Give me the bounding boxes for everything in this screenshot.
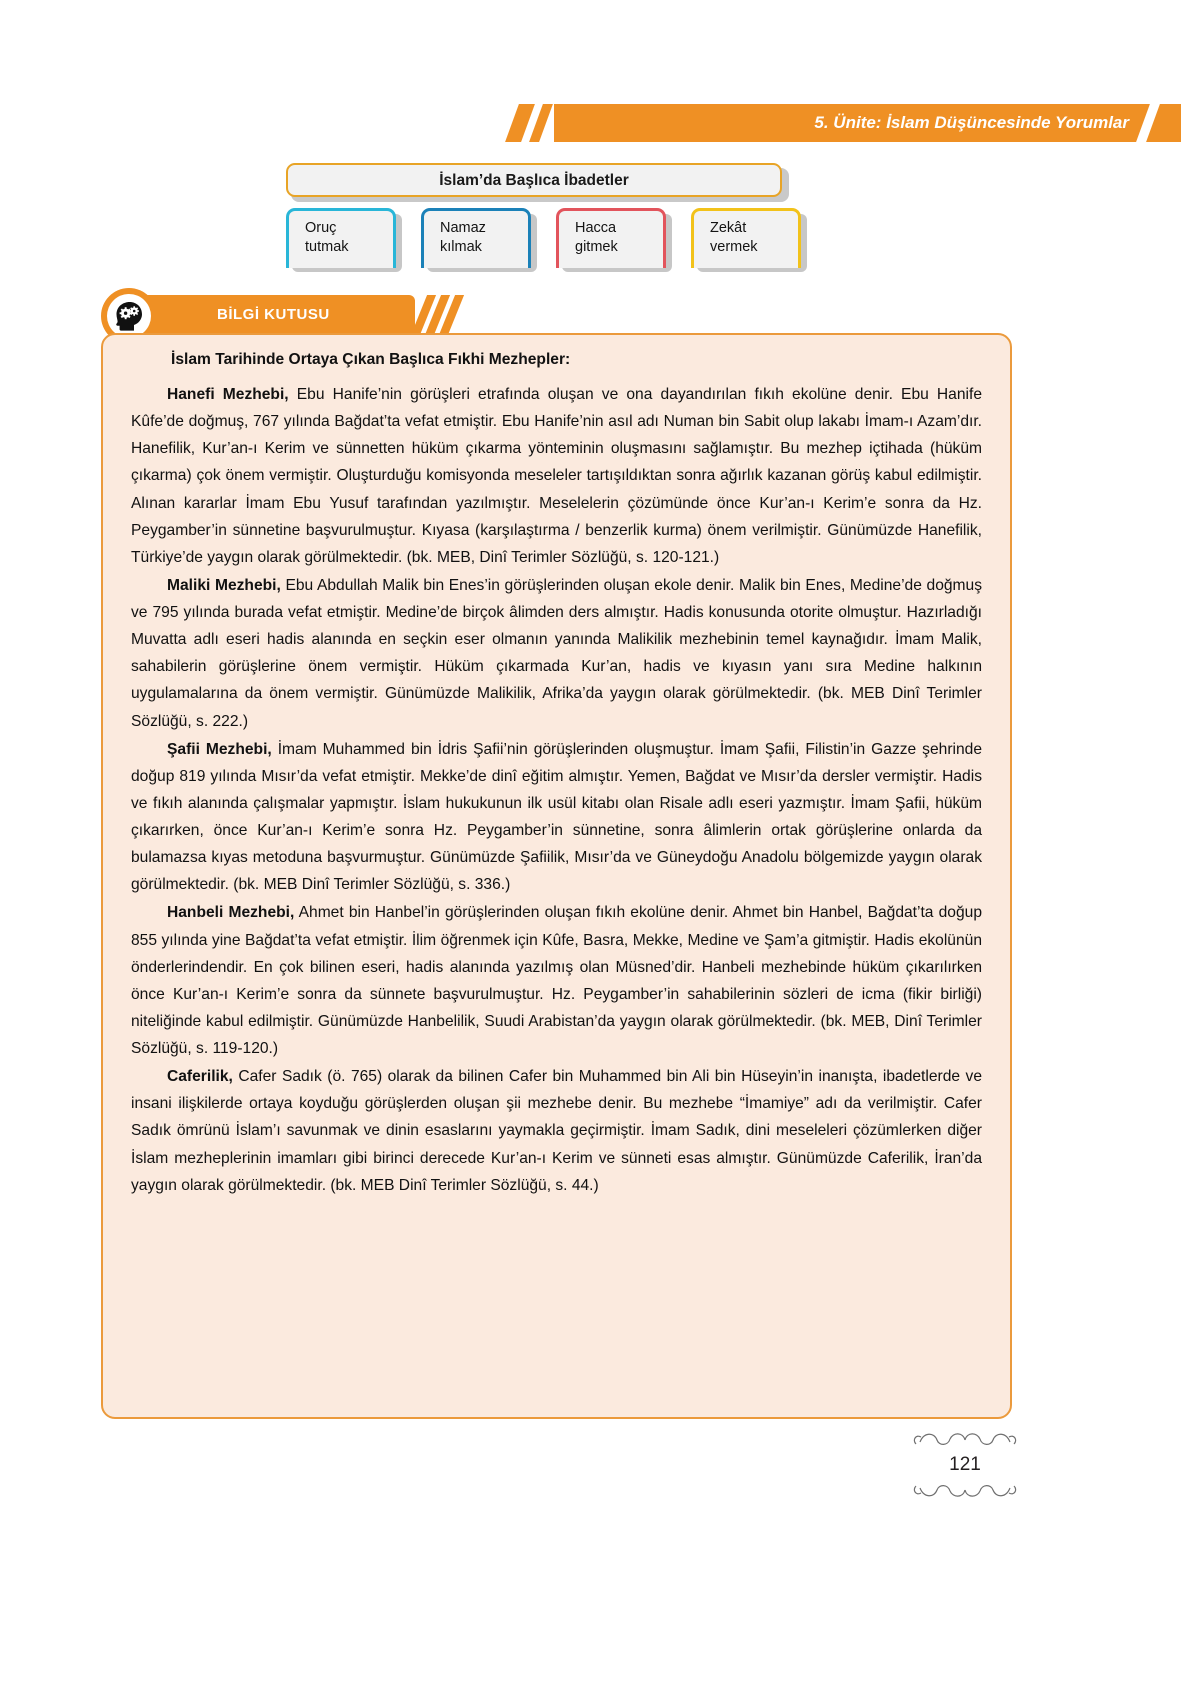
info-tab-label: BİLGİ KUTUSU: [217, 306, 330, 323]
box-label-line1: Oruç: [305, 220, 337, 236]
paragraph-safii: [131, 736, 982, 899]
box-frame: [286, 208, 396, 268]
paragraph-caferilik: [131, 1063, 982, 1199]
term-caferilik: Caferilik,: [167, 1068, 233, 1086]
unit-title: 5. Ünite: İslam Düşüncesinde Yorumlar: [814, 113, 1129, 132]
bilgi-kutusu-content: [101, 333, 1012, 1419]
box-frame: [691, 208, 801, 268]
brain-gears-icon: [112, 299, 146, 333]
box-frame: [556, 208, 666, 268]
unit-header-banner: [512, 104, 1181, 142]
ibadetler-diagram: [286, 163, 806, 273]
paragraph-maliki: [131, 572, 982, 735]
diagram-box-hac: [556, 208, 668, 272]
paragraph-hanbeli: [131, 899, 982, 1062]
body-hanbeli: Ahmet bin Hanbel’in görüşlerinden oluşan fıkıh ekolüne denir. Ahmet bin Hanbel, Bağdat’ta doğup 855 yılında yine Bağdat’ta vefat etmiştir. İlim öğrenmek için Kûfe, Basra, Mekke, Medine ve Şam’a gitmiştir. Hadis ekolünün önderlerindendir. En çok bilinen eseri, hadis alanında yazılmış olan Müsned’dir. Hanbeli mezhebinde hüküm çıkarılırken önce Kur’an-ı Kerim’e sonra da sünnete başvurulmuştur. Hz. Peygamber’in sahabilerinin sözleri de icma (fikir birliği) niteliğinde kabul edilmiştir. Günümüzde Hanbelilik, Suudi Arabistan’da yaygın olarak görülmektedir. (bk. MEB, Dinî Terimler Sözlüğü, s. 119-120.): [131, 904, 982, 1057]
box-label-line2: gitmek: [575, 239, 618, 256]
body-caferilik: Cafer Sadık (ö. 765) olarak da bilinen Cafer bin Muhammed bin Ali bin Hüseyin’in inanışta, ibadetlerde ve insani ilişkilerde ortaya koyduğu görüşlerden oluşan şii mezhebe denir. Bu mezhebe “İmamiye” adı da verilmiştir. Cafer Sadık ömrünü İslam’ı savunmak ve dinin esaslarını yaymakla geçirmiştir. İmam Sadık, dini meseleleri çözümlerken diğer İslam mezheplerinin imamları gibi birinci derecede Kur’an-ı Kerim ve sünneti esas almıştır. Günümüzde Caferilik, İran’da yaygın olarak görülmektedir. (bk. MEB Dinî Terimler Sözlüğü, s. 44.): [131, 1068, 982, 1194]
diagram-box-namaz: [421, 208, 533, 272]
diagram-title-text: İslam’da Başlıca İbadetler: [286, 163, 782, 197]
box-frame: [421, 208, 531, 268]
content-inner: [131, 351, 982, 1200]
box-label: [440, 219, 486, 257]
box-label: [710, 219, 758, 257]
page-number: 121: [949, 1454, 981, 1475]
term-hanefi: Hanefi Mezhebi,: [167, 386, 289, 403]
banner-notch-decoration: [1136, 104, 1160, 142]
box-label-line2: vermek: [710, 239, 758, 256]
box-label-line1: Zekât: [710, 220, 747, 236]
term-maliki: Maliki Mezhebi,: [167, 576, 281, 594]
page-footer: [900, 1428, 1030, 1518]
body-safii: İmam Muhammed bin İdris Şafii’nin görüşlerinden oluşmuştur. İmam Şafii, Filistin’in Gazze şehrinde doğup 819 yılında Mısır’da vefat etmiştir. Mekke’de dinî eğitim almıştır. Yemen, Bağdat ve Mısır’da dersler vermiştir. Hadis ve fıkıh alanında çalışmalar yapmıştır. İslam hukukunun ilk usül kitabı olan Risale adlı eseri yazmıştır. İmam Şafii, hüküm çıkarırken, önce Kur’an-ı Kerim’e sonra Hz. Peygamber’in sünnetine, sonra âlimlerin ortak görüşlerine onlarda da bulamazsa kıyas metoduna başvurmuştur. Günümüzde Şafiilik, Mısır’da ve Güneydoğu Anadolu bölgemizde yaygın olarak görülmektedir. (bk. MEB Dinî Terimler Sözlüğü, s. 336.): [131, 740, 982, 894]
flourish-ornament-bottom: [910, 1482, 1020, 1502]
badge-inner-circle: [107, 294, 151, 338]
box-label-line1: Hacca: [575, 220, 617, 236]
diagram-box-oruc: [286, 208, 398, 272]
box-label: [575, 219, 618, 257]
diagram-box-row: [270, 208, 810, 272]
content-heading: İslam Tarihinde Ortaya Çıkan Başlıca Fıkhi Mezhepler:: [171, 351, 571, 368]
paragraph-hanefi: [131, 381, 982, 571]
flourish-ornament-top: [910, 1428, 1020, 1448]
diagram-title-box: [286, 163, 784, 199]
box-label-line1: Namaz: [440, 220, 486, 236]
body-maliki: Ebu Abdullah Malik bin Enes’in görüşlerinden oluşan ekole denir. Malik bin Enes, Medine’de doğmuş ve 795 yılında burada vefat etmiştir. Medine’de birçok âlimden ders almıştır. Hadis konusunda otorite olmuştur. Hazırladığı Muvatta adlı eseri hadis alanında en seçkin eser olmanın yanında Malikilik mezhebinin temel kaynağıdır. İmam Malik, sahabilerin görüşlerine önem vermiştir. Hüküm çıkarmada Kur’an, hadis ve kıyasın yanı sıra Medine halkının uygulamalarına da önem vermiştir. Günümüzde Malikilik, Afrika’da yaygın olarak görülmektedir. (bk. MEB Dinî Terimler Sözlüğü, s. 222.): [131, 576, 983, 730]
diagram-box-zekat: [691, 208, 803, 272]
term-hanbeli: Hanbeli Mezhebi,: [167, 904, 295, 922]
box-label-line2: kılmak: [440, 239, 482, 256]
body-hanefi: Ebu Hanife’nin görüşleri etrafında oluşan ve ona dayandırılan fıkıh ekolüne denir. Ebu Hanife Kûfe’de doğmuş, 767 yılında Bağdat’ta vefat etmiştir. Ebu Hanife’nin asıl adı Numan bin Sabit olup lakabı İmam-ı Azam’dır. Hanefilik, Kur’an-ı Kerim ve sünnetten hüküm çıkarma yönteminin oluşmasını sağlamıştır. Bu mezhep içtihada (hüküm çıkarma) çok önem vermiştir. Oluşturduğu komisyonda meseleler tartışıldıktan sonra ağırlık kazanan görüş kabul edilmiştir. Alınan kararlar İmam Ebu Yusuf tarafından yazılmıştır. Meselelerin çözümünde önce Kur’an-ı Kerim’e sonra da Hz. Peygamber’in sünnetine başvurulmuştur. Kıyasa (karşılaştırma / benzerlik kurma) önem verilmiştir. Günümüzde Hanefilik, Türkiye’de yaygın olarak görülmektedir. (bk. MEB, Dinî Terimler Sözlüğü, s. 120-121.): [131, 386, 982, 566]
box-label-line2: tutmak: [305, 239, 349, 256]
info-box-tab: [147, 295, 457, 335]
box-label: [305, 219, 349, 257]
term-safii: Şafii Mezhebi,: [167, 740, 272, 758]
